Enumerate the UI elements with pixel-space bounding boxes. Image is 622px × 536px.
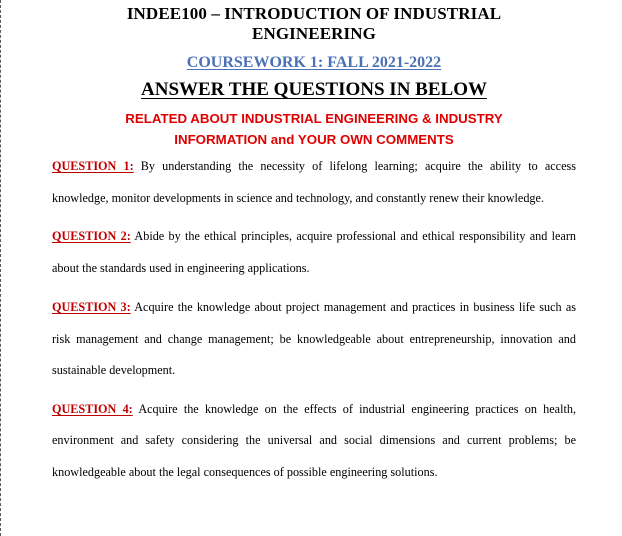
question-1-text: By understanding the necessity of lifelong learning; acquire the ability to access knowledge, monitor developments in science and technology, and constantly renew their knowledge.: [52, 159, 576, 205]
page-margin-line: [0, 0, 2, 536]
question-2: [52, 221, 576, 284]
question-4-text: Acquire the knowledge on the effects of industrial engineering practices on health, environment and safety considering the universal and social dimensions and current problems; be knowledgeable about the legal consequences of possible engineering solutions.: [52, 401, 577, 479]
question-2-text: Abide by the ethical principles, acquire professional and ethical responsibility and learn about the standards used in engineering applications.: [52, 229, 576, 275]
coursework-title: COURSEWORK 1: FALL 2021-2022: [186, 54, 442, 71]
question-3-text: Acquire the knowledge about project management and practices in business life such as risk management and change management; be knowledgeable about entrepreneurship, innovation and sustainable development.: [52, 300, 577, 377]
question-3-label: QUESTION 3:: [52, 300, 131, 314]
question-4-label: QUESTION 4:: [52, 401, 133, 416]
instruction-text: ANSWER THE QUESTIONS IN BELOW: [141, 79, 487, 100]
related-note-line-2: INFORMATION and YOUR OWN COMMENTS: [174, 132, 454, 147]
instruction-heading: [52, 78, 576, 102]
question-4: [52, 394, 576, 489]
coursework-heading: [52, 53, 576, 73]
course-title: [52, 4, 576, 44]
course-title-line-2: ENGINEERING: [252, 24, 376, 43]
related-note: [52, 108, 576, 150]
question-2-label: QUESTION 2:: [52, 229, 131, 243]
course-title-line-1: INDEE100 – INTRODUCTION OF INDUSTRIAL: [126, 4, 502, 23]
related-note-line-1: RELATED ABOUT INDUSTRIAL ENGINEERING & INDUSTRY: [125, 111, 503, 126]
document-page: [52, 0, 576, 488]
question-1: [52, 151, 576, 214]
question-1-label: QUESTION 1:: [52, 159, 134, 173]
question-3: [52, 292, 576, 387]
